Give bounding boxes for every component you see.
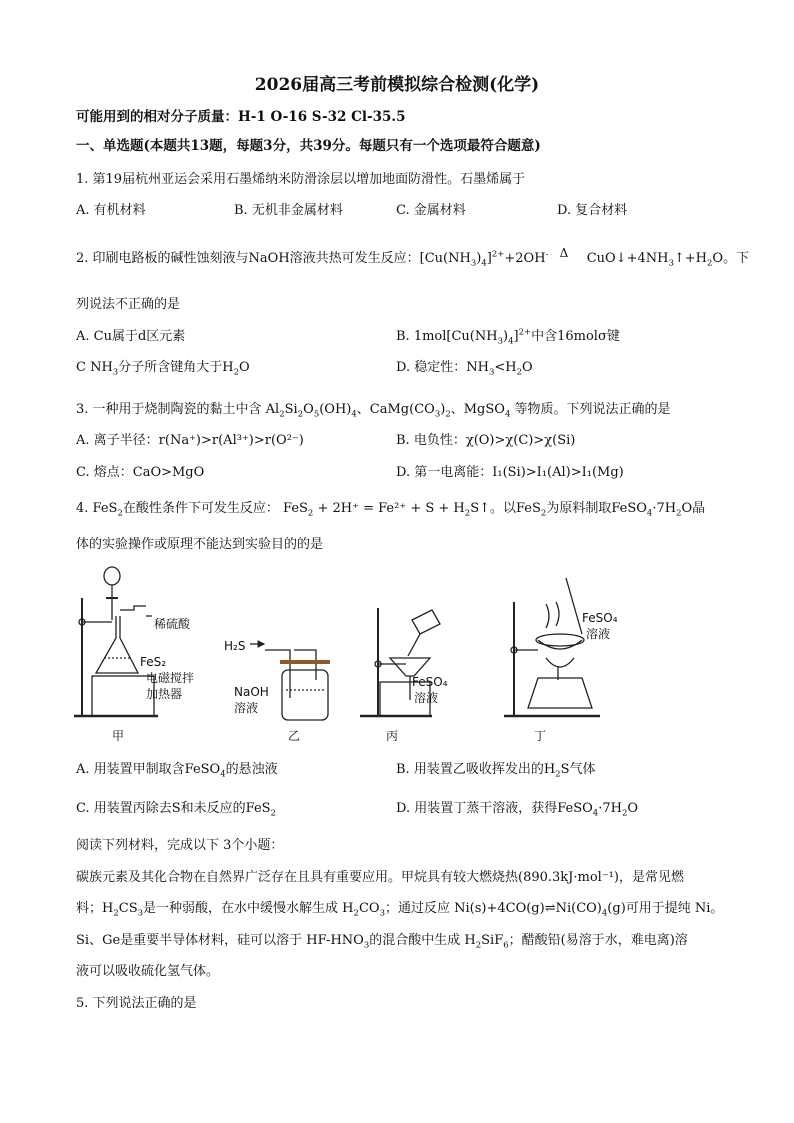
material-line4: 液可以吸收硫化氢气体。 <box>76 964 220 979</box>
label-heater-line2: 加热器 <box>146 687 183 701</box>
q3-option-a: A. 离子半径：r(Na⁺)>r(Al³⁺)>r(O²⁻) <box>76 433 304 448</box>
label-feso4-ding-solution: 溶液 <box>586 627 611 641</box>
q4-option-c: C. 用装置丙除去S和未反应的FeS$_2$ <box>76 801 276 819</box>
reading-instruction: 阅读下列材料，完成以下 3个小题： <box>76 838 284 853</box>
q2-stem: 2. 印刷电路板的碱性蚀刻液与NaOH溶液共热可发生反应：$[Cu(NH_3)_4]^{2+}+2OH^-$ Δ $CuO↓+4NH_3↑+H_2O$。下 <box>76 246 750 269</box>
section-heading: 一、单选题(本题共13题，每题3分，共39分。每题只有一个选项最符合题意) <box>76 138 541 154</box>
q2-option-d: D. 稳定性：$NH_3<H_2O$ <box>396 360 533 378</box>
label-h2s: H₂S <box>224 639 246 653</box>
q3-option-d: D. 第一电离能：I₁(Si)>I₁(Al)>I₁(Mg) <box>396 465 624 480</box>
apparatus-ding <box>504 578 600 716</box>
q4-option-d: D. 用装置丁蒸干溶液，获得$FeSO_4\cdot 7H_2O$ <box>396 801 639 819</box>
heat-symbol: Δ <box>559 246 569 260</box>
q4-line2: 体的实验操作或原理不能达到实验目的的是 <box>76 537 324 552</box>
label-feso4-ding: FeSO₄ <box>582 611 618 625</box>
relative-mass-line: 可能用到的相对分子质量：H-1 O-16 S-32 Cl-35.5 <box>76 109 406 125</box>
q1-stem: 1. 第19届杭州亚运会采用石墨烯纳米防滑涂层以增加地面防滑性。石墨烯属于 <box>76 172 526 187</box>
q2-line2: 列说法不正确的是 <box>76 297 181 312</box>
label-dilute-sulfuric-acid: 稀硫酸 <box>154 617 191 631</box>
q5-stem: 5. 下列说法正确的是 <box>76 996 197 1011</box>
q1-option-d: D. 复合材料 <box>557 203 628 218</box>
q4-option-b: B. 用装置乙吸收挥发出的$H_2S$气体 <box>396 762 596 780</box>
paper-title: 2026届高三考前模拟综合检测(化学) <box>254 75 540 95</box>
q3-option-b: B. 电负性：χ(O)>χ(C)>χ(Si) <box>396 433 576 448</box>
material-line3: Si、Ge是重要半导体材料，硅可以溶于 $HF-HNO_3$的混合酸中生成 $H_2SiF_6$；醋酸铅(易溶于水，难电离)溶 <box>76 933 688 951</box>
apparatus-figure <box>60 558 720 748</box>
q3-stem: 3. 一种用于烧制陶瓷的黏土中含 $Al_2Si_2O_5(OH)_4$、$CaMg(CO_3)_2$、MgSO$_4$ 等物质。下列说法正确的是 <box>76 402 671 420</box>
apparatus-yi <box>250 644 330 720</box>
label-bing: 丙 <box>386 729 399 743</box>
q2-option-c: C $NH_3$分子所含键角大于$H_2O$ <box>76 360 250 378</box>
q4-stem: 4. FeS$_2$在酸性条件下可发生反应： $FeS_2 + 2H^+ = Fe^{2+} + S + H_2S↑$。以FeS$_2$为原料制取$FeSO_4\cdot 7H_2O$晶 <box>76 501 706 519</box>
label-jia: 甲 <box>112 729 125 743</box>
q2-option-b: B. $1mol[Cu(NH_3)_4]^{2+}$中含16molσ键 <box>396 327 620 347</box>
label-yi: 乙 <box>288 729 301 743</box>
label-feso4-bing: FeSO₄ <box>412 675 448 689</box>
label-naoh: NaOH <box>234 685 269 699</box>
q4-option-a: A. 用装置甲制取含FeSO$_4$的悬浊液 <box>76 762 278 780</box>
q2-option-a: A. Cu属于d区元素 <box>76 329 186 344</box>
q1-option-a: A. 有机材料 <box>76 203 146 218</box>
label-naoh-solution: 溶液 <box>234 701 259 715</box>
material-line2: 料；$H_2CS_3$是一种弱酸，在水中缓慢水解生成 $H_2CO_3$；通过反应 $Ni(s)+4CO(g)\rightleftharpoons Ni(CO)_4(g)$可用于提纯 Ni。 <box>76 901 724 919</box>
label-feso4-bing-solution: 溶液 <box>414 691 439 705</box>
q1-option-b: B. 无机非金属材料 <box>234 203 343 218</box>
q3-option-c: C. 熔点：CaO>MgO <box>76 465 205 480</box>
material-line1: 碳族元素及其化合物在自然界广泛存在且具有重要应用。甲烷具有较大燃烧热(890.3kJ·mol⁻¹)，是常见燃 <box>76 870 684 885</box>
label-ding: 丁 <box>534 729 547 743</box>
q1-option-c: C. 金属材料 <box>396 203 466 218</box>
label-fes2: FeS₂ <box>140 655 167 669</box>
label-heater-line1: 电磁搅拌 <box>146 671 195 685</box>
